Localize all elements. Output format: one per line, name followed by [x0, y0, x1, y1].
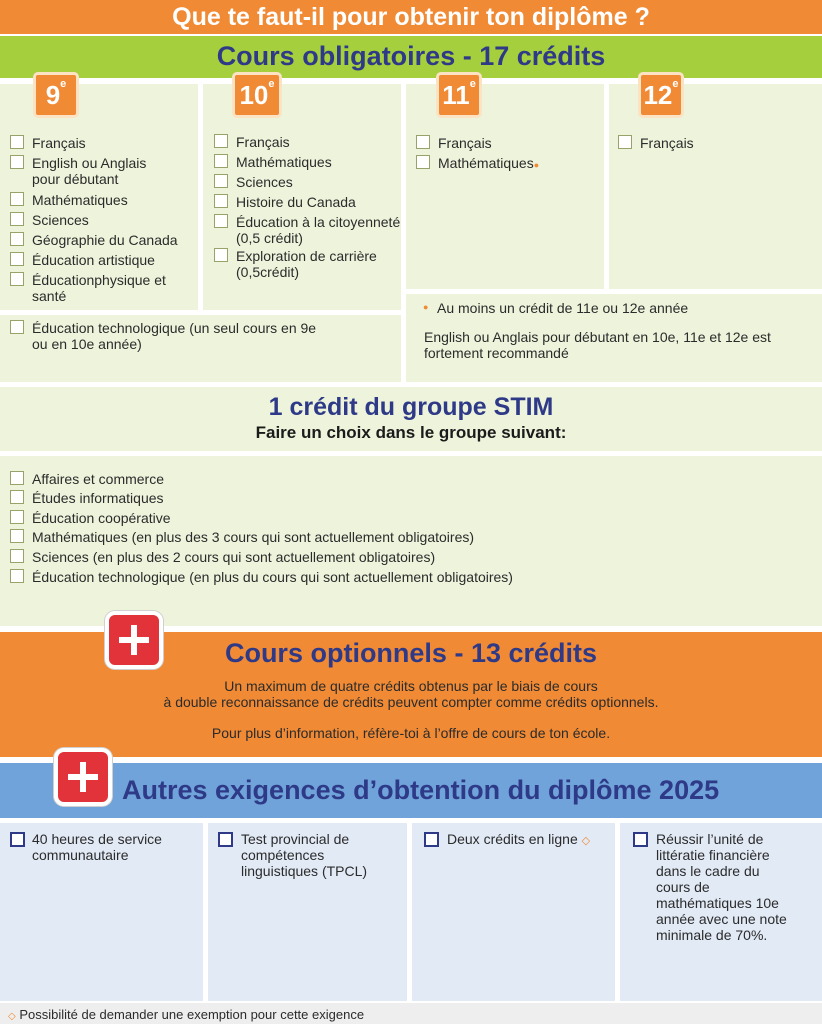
req-panel-3: [412, 823, 615, 1001]
checkbox[interactable]: [214, 154, 228, 168]
grade-12-badge: 12e: [638, 72, 684, 118]
optional-title: Cours optionnels - 13 crédits: [224, 638, 598, 668]
checkbox[interactable]: [10, 272, 24, 286]
stim-item: Éducation coopérative: [32, 510, 171, 526]
req-label: Test provincial de compétences linguistiques (TPCL): [241, 831, 368, 879]
checkbox[interactable]: [10, 569, 24, 583]
checkbox[interactable]: [214, 214, 228, 228]
checkbox[interactable]: [633, 832, 648, 847]
course-label: Éducation artistique: [32, 252, 155, 268]
req-label: Réussir l’unité de littératie financière dans le cadre du cours de mathématiques 10e année avec une note minimale de 70%.: [656, 831, 787, 943]
stim-item: Mathématiques (en plus des 3 cours qui sont actuellement obligatoires): [32, 529, 475, 545]
checkbox[interactable]: [10, 471, 24, 485]
note-english: English ou Anglais pour débutant en 10e, 11e et 12e est fortement recommandé: [424, 329, 771, 361]
checkbox[interactable]: [10, 490, 24, 504]
checkbox[interactable]: [416, 155, 430, 169]
plus-icon: [54, 748, 112, 806]
course-label: Géographie du Canada: [32, 232, 178, 248]
tech-ed-label: Éducation technologique (un seul cours en 9e ou en 10e année): [32, 320, 317, 352]
optional-line3: Pour plus d’information, réfère-toi à l’offre de cours de ton école.: [211, 725, 611, 741]
checkbox[interactable]: [424, 832, 439, 847]
other-title: Autres exigences d’obtention du diplôme 2025: [122, 775, 720, 805]
course-label: Éducationphysique et santé: [32, 272, 166, 304]
mandatory-title: Cours obligatoires - 17 crédits: [216, 41, 606, 71]
grade-9-badge: 9e: [33, 72, 79, 118]
course-label: Français: [438, 135, 492, 151]
checkbox[interactable]: [10, 155, 24, 169]
exemption-diamond-icon: ◇: [581, 835, 591, 847]
course-label: Sciences: [32, 212, 89, 228]
checkbox[interactable]: [10, 832, 25, 847]
stim-title: 1 crédit du groupe STIM: [268, 393, 554, 421]
page-title: Que te faut-il pour obtenir ton diplôme ?: [172, 3, 650, 31]
footer-note-text: Possibilité de demander une exemption pour cette exigence: [19, 1007, 365, 1022]
stim-item: Sciences (en plus des 2 cours qui sont actuellement obligatoires): [32, 549, 436, 565]
course-label: Français: [236, 134, 290, 150]
course-label: [438, 155, 588, 173]
checkbox[interactable]: [10, 529, 24, 543]
req-label: 40 heures de service communautaire: [32, 831, 162, 863]
exemption-diamond-icon: ◇: [8, 1011, 16, 1022]
stim-item: Affaires et commerce: [32, 471, 165, 487]
course-label: Mathématiques: [236, 154, 332, 170]
checkbox[interactable]: [214, 194, 228, 208]
checkbox[interactable]: [416, 135, 430, 149]
course-label-text: Mathématiques: [438, 155, 534, 171]
checkbox[interactable]: [214, 174, 228, 188]
course-label: Français: [640, 135, 694, 151]
checkbox[interactable]: [10, 320, 24, 334]
checkbox[interactable]: [10, 192, 24, 206]
req-label-text: Deux crédits en ligne: [447, 831, 578, 847]
dot-icon: ●: [533, 160, 540, 170]
checkbox[interactable]: [218, 832, 233, 847]
stim-subtitle: Faire un choix dans le groupe suivant:: [255, 423, 567, 442]
course-label: Exploration de carrière (0,5crédit): [236, 248, 377, 280]
course-label: Français: [32, 135, 86, 151]
footer-note: [8, 1007, 808, 1025]
grade-11-badge: 11e: [436, 72, 482, 118]
mandatory-band: [0, 36, 822, 78]
optional-line1: Un maximum de quatre crédits obtenus par le biais de cours: [224, 678, 598, 694]
checkbox[interactable]: [10, 252, 24, 266]
checkbox[interactable]: [214, 248, 228, 262]
checkbox[interactable]: [618, 135, 632, 149]
stim-item: Éducation technologique (en plus du cours qui sont actuellement obligatoires): [32, 569, 513, 585]
stim-item: Études informatiques: [32, 490, 164, 506]
checkbox[interactable]: [10, 135, 24, 149]
note-min-credit: Au moins un crédit de 11e ou 12e année: [437, 300, 689, 316]
optional-line2: à double reconnaissance de crédits peuvent compter comme crédits optionnels.: [163, 694, 659, 710]
grade-10-badge: 10e: [232, 72, 282, 118]
checkbox[interactable]: [10, 212, 24, 226]
req-label: [447, 831, 617, 849]
course-label: Sciences: [236, 174, 293, 190]
checkbox[interactable]: [214, 134, 228, 148]
checkbox[interactable]: [10, 232, 24, 246]
note-dot-icon: ●: [423, 302, 429, 312]
checkbox[interactable]: [10, 510, 24, 524]
course-label: Éducation à la citoyenneté (0,5 crédit): [236, 214, 401, 246]
course-label: Histoire du Canada: [236, 194, 356, 210]
checkbox[interactable]: [10, 549, 24, 563]
course-label: English ou Anglais pour débutant: [32, 155, 147, 187]
course-label: Mathématiques: [32, 192, 128, 208]
header-band: [0, 0, 822, 34]
